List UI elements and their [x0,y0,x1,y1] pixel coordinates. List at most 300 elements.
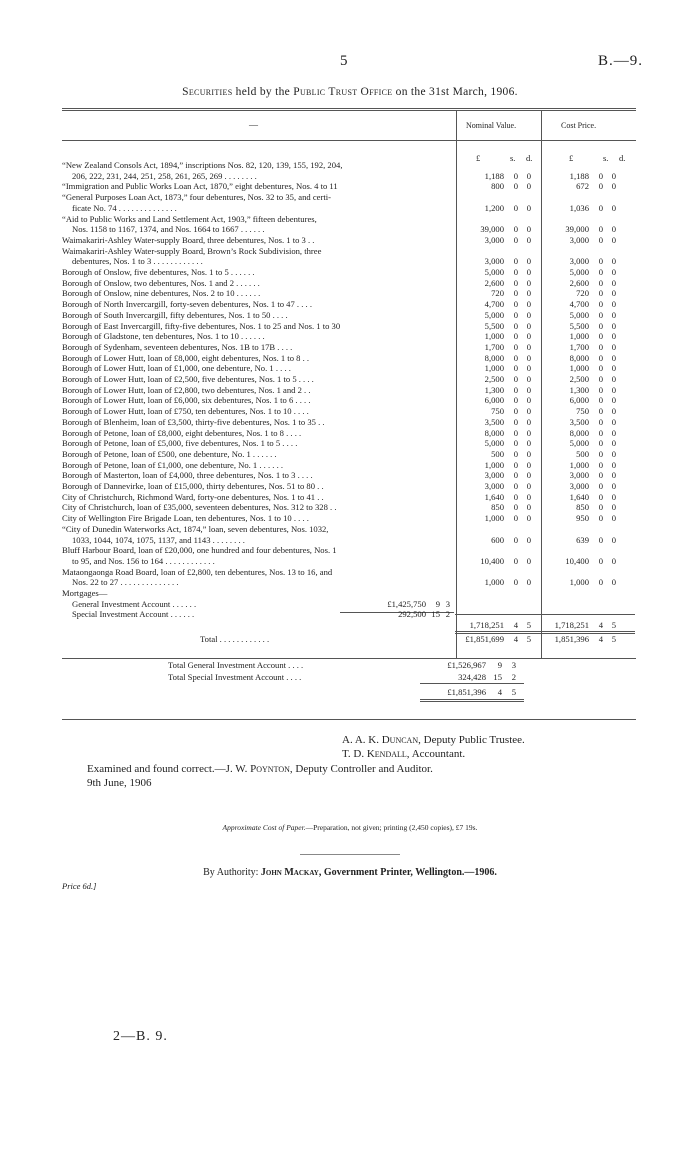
table-row [62,321,700,331]
cost-pence: 0 [611,577,616,588]
row-description: City of Christchurch, loan of £35,000, seventeen debentures, Nos. 312 to 328 . . [62,502,337,513]
nominal-shillings: 0 [513,363,518,374]
cost-shillings: 0 [598,416,603,427]
nominal-pence: 0 [526,384,531,395]
document-reference: B.—9. [597,53,643,69]
nominal-pence: 0 [526,374,531,384]
table-row [62,481,700,491]
cost-pence: 0 [611,170,616,181]
row-description: Borough of Lower Hutt, loan of £8,000, eight debentures, Nos. 1 to 8 . . [62,352,310,363]
nominal-pence: 0 [526,309,531,320]
row-description: Borough of Petone, loan of £5,000, five debentures, Nos. 1 to 5 . . . . [62,438,298,449]
table-row [62,524,700,534]
summary-total-rule [420,699,524,700]
nominal-shillings: 0 [513,406,518,417]
row-description: Special Investment Account . . . . . . [72,609,195,620]
accountant-name: T. D. Kendall, [342,748,410,760]
signature-accountant [342,748,465,760]
section-divider [62,719,636,720]
cost-shillings: 0 [598,481,603,491]
nominal-pence: 0 [526,181,531,192]
cost-pounds: 3,000 [569,234,589,245]
cost-shillings: 0 [598,470,603,481]
title-middle: held by the [235,86,291,98]
nominal-pence: 0 [526,438,531,449]
cost-shillings: 0 [598,224,603,235]
table-row [62,299,700,309]
row-description: Borough of North Invercargill, forty-seven debentures, Nos. 1 to 47 . . . . [62,299,312,310]
cost-shillings: 0 [598,502,603,513]
table-row [62,246,700,256]
cost-pounds: 1,300 [569,384,589,395]
mortgage-pounds: £1,425,750 [387,598,426,609]
nominal-pounds: 3,000 [484,256,504,267]
nominal-shillings: 0 [513,181,518,192]
nominal-pounds: 1,718,251 [469,620,504,631]
row-description: “General Purposes Loan Act, 1873,” four debentures, Nos. 32 to 35, and certi- [62,192,331,203]
row-description: “New Zealand Consols Act, 1894,” inscriptions Nos. 82, 120, 139, 155, 192, 204, [62,160,343,170]
cost-pounds: 1,000 [569,577,589,588]
cost-pence: 0 [611,416,616,427]
nominal-pence: 0 [526,416,531,427]
table-row [62,567,700,577]
nominal-pence: 0 [526,256,531,267]
nominal-pounds: 5,000 [484,438,504,449]
nominal-pounds: 500 [491,448,504,459]
title-suffix: on the 31st March, 1906. [395,86,518,98]
row-description: debentures, Nos. 1 to 3 . . . . . . . . . . . . [72,256,203,267]
nominal-shillings: 0 [513,395,518,406]
nominal-pence: 0 [526,427,531,438]
row-description: Borough of Lower Hutt, loan of £750, ten debentures, Nos. 1 to 10 . . . . [62,406,309,417]
nominal-shillings: 0 [513,277,518,288]
nominal-pence: 0 [526,534,531,545]
row-description: “Immigration and Public Works Loan Act, 1870,” eight debentures, Nos. 4 to 11 [62,181,338,192]
cost-pence: 0 [611,406,616,417]
nominal-pounds: 8,000 [484,427,504,438]
cost-pounds: 1,188 [569,170,589,181]
cost-pounds: 8,000 [569,427,589,438]
table-header-rule [62,140,636,141]
mortgage-pence: 3 [445,598,450,609]
cost-shillings: 0 [598,202,603,213]
nominal-pounds: 1,300 [484,384,504,395]
cost-pence: 0 [611,352,616,363]
summary-shillings: 4 [497,687,502,697]
row-description: Borough of Blenheim, loan of £3,500, thirty-five debentures, Nos. 1 to 35 . . [62,416,325,427]
table-row [62,203,700,213]
row-description: Mortgages— [62,588,108,598]
cost-pounds: 850 [576,502,589,513]
row-description: Borough of Onslow, nine debentures, Nos. 2 to 10 . . . . . . [62,288,261,299]
nominal-pounds: 6,000 [484,395,504,406]
cost-shillings: 0 [598,267,603,277]
row-description: Borough of Petone, loan of £1,000, one debenture, No. 1 . . . . . . [62,459,284,470]
nominal-shillings: 0 [513,513,518,524]
accountant-role: Accountant. [411,748,466,760]
cost-pounds: 3,500 [569,416,589,427]
nominal-pounds: 1,000 [484,513,504,524]
nominal-pounds: 850 [491,502,504,513]
authority-prefix: By Authority: [203,867,259,878]
cost-shillings: 0 [598,384,603,395]
nominal-shillings: 0 [513,256,518,267]
nominal-shillings: 0 [513,502,518,513]
cost-shillings: 0 [598,181,603,192]
cost-shillings: 0 [598,288,603,299]
cost-pence: 0 [611,181,616,192]
summary-rule [420,683,524,684]
table-row [62,256,700,266]
table-bottom-rule [62,658,636,659]
summary-shillings: 9 [497,660,502,670]
nominal-shillings: 0 [513,470,518,481]
nominal-shillings: 0 [513,288,518,299]
table-row [62,342,700,352]
title-office: Public Trust Office [293,86,393,98]
description-column-header: — [249,120,258,130]
cost-shillings: 0 [598,309,603,320]
nominal-shillings: 0 [513,374,518,384]
row-description: ficate No. 74 . . . . . . . . . . . . . . [72,202,177,213]
total-nominal-pounds: £1,851,699 [465,634,504,644]
row-description: Borough of South Invercargill, fifty debentures, Nos. 1 to 50 . . . . [62,309,288,320]
summary-total-rule-double [420,701,524,702]
table-row [62,278,700,288]
nominal-shillings: 0 [513,170,518,181]
nominal-shillings: 0 [513,427,518,438]
cost-pounds: 5,000 [569,267,589,277]
nominal-shillings: 0 [513,438,518,449]
table-row [62,267,700,277]
cost-shillings: 0 [598,534,603,545]
mortgage-shillings: 15 [431,609,440,620]
row-description: 1033, 1044, 1074, 1075, 1137, and 1143 . . . . . . . . [72,534,245,545]
nominal-pounds: 1,000 [484,577,504,588]
cost-shillings: 0 [598,555,603,566]
cost-pence: 0 [611,234,616,245]
unit-pounds-cost: £ [569,153,574,163]
table-row [62,599,700,609]
summary-pounds: £1,851,396 [447,687,486,697]
cost-pence: 0 [611,256,616,267]
cost-shillings: 0 [598,577,603,588]
cost-pounds: 1,036 [569,202,589,213]
cost-pounds: 1,718,251 [554,620,589,631]
nominal-pence: 0 [526,481,531,491]
row-description: Borough of Petone, loan of £500, one debenture, No. 1 . . . . . . [62,448,277,459]
signature-trustee [342,734,525,746]
nominal-pounds: 1,200 [484,202,504,213]
table-row [62,363,700,373]
table-row [62,449,700,459]
cost-pounds: 1,000 [569,331,589,342]
table-row [62,513,700,523]
cost-pounds: 1,640 [569,491,589,502]
table-row [62,395,700,405]
nominal-pence: 0 [526,395,531,406]
cost-pence: 0 [611,224,616,235]
table-row [62,192,700,202]
summary-pence: 2 [511,672,516,682]
cost-pence: 0 [611,395,616,406]
cost-shillings: 0 [598,234,603,245]
page-number: 5 [340,53,348,69]
nominal-pence: 0 [526,267,531,277]
nominal-pounds: 3,000 [484,234,504,245]
total-rule [455,631,635,632]
nominal-pence: 0 [526,224,531,235]
nominal-shillings: 0 [513,202,518,213]
table-row [62,417,700,427]
table-row [62,171,700,181]
nominal-pence: 0 [526,513,531,524]
cost-shillings: 0 [598,395,603,406]
table-row [62,492,700,502]
cost-shillings: 0 [598,459,603,470]
nominal-pounds: 2,500 [484,374,504,384]
summary-label: Total Special Investment Account . . . . [168,672,302,682]
price: Price 6d.] [62,881,97,891]
nominal-pence: 0 [526,491,531,502]
summary-label: Total General Investment Account . . . . [168,660,304,670]
nominal-pence: 0 [526,320,531,331]
row-description: Borough of Dannevirke, loan of £15,000, thirty debentures, Nos. 51 to 80 . . [62,481,324,491]
row-description: to 95, and Nos. 156 to 164 . . . . . . . . . . . . [72,555,215,566]
nominal-shillings: 0 [513,416,518,427]
cost-pounds: 10,400 [565,555,589,566]
total-label: Total . . . . . . . . . . . . [200,634,270,644]
nominal-shillings: 0 [513,459,518,470]
nominal-shillings: 0 [513,234,518,245]
summary-row [168,672,528,682]
row-description: Borough of Lower Hutt, loan of £1,000, one debenture, No. 1 . . . . [62,363,291,374]
row-description: “Aid to Public Works and Land Settlement Act, 1903,” fifteen debentures, [62,213,317,224]
nominal-pounds: 2,600 [484,277,504,288]
nominal-shillings: 0 [513,224,518,235]
cost-shillings: 0 [598,438,603,449]
row-description: Borough of Onslow, five debentures, Nos. 1 to 5 . . . . . . [62,267,255,277]
cost-shillings: 0 [598,406,603,417]
row-description: Mataongaonga Road Board, loan of £2,800, ten debentures, Nos. 13 to 16, and [62,566,333,577]
examiner-name: J. W. Poynton, [225,763,293,775]
cost-shillings: 0 [598,256,603,267]
nominal-pounds: 5,500 [484,320,504,331]
cost-pence: 0 [611,448,616,459]
table-row [62,181,700,191]
summary-row [168,660,528,670]
table-row [62,385,700,395]
cost-shillings: 4 [598,620,603,631]
row-description: Borough of Lower Hutt, loan of £2,500, five debentures, Nos. 1 to 5 . . . . [62,374,314,384]
nominal-pence: 0 [526,459,531,470]
unit-pence-cost: d. [619,153,626,163]
nominal-pence: 0 [526,448,531,459]
cost-pence: 0 [611,288,616,299]
nominal-pence: 0 [526,406,531,417]
cost-pence: 0 [611,331,616,342]
mortgage-shillings: 9 [435,598,440,609]
cost-shillings: 0 [598,513,603,524]
examined-statement [87,763,433,775]
table-row [62,235,700,245]
table-row [62,577,700,587]
row-description: Borough of Gladstone, ten debentures, Nos. 1 to 10 . . . . . . [62,331,265,342]
nominal-shillings: 4 [513,620,518,631]
cost-pounds: 1,000 [569,363,589,374]
nominal-pence: 0 [526,234,531,245]
cost-pence: 0 [611,470,616,481]
cost-shillings: 0 [598,320,603,331]
nominal-pounds: 750 [491,406,504,417]
nominal-shillings: 0 [513,555,518,566]
examined-prefix: Examined and found correct.— [87,763,226,775]
table-row [62,588,700,598]
cost-pounds: 2,600 [569,277,589,288]
cost-pence: 0 [611,438,616,449]
row-description: Borough of Sydenham, seventeen debentures, Nos. 1B to 17B . . . . [62,341,293,352]
table-row [62,460,700,470]
summary-pounds: 324,428 [458,672,486,682]
nominal-pounds: 600 [491,534,504,545]
total-row [62,634,700,644]
nominal-shillings: 0 [513,534,518,545]
cost-pounds: 639 [576,534,589,545]
cost-pence: 0 [611,384,616,395]
row-description: Nos. 1158 to 1167, 1374, and Nos. 1664 to 1667 . . . . . . [72,224,265,235]
nominal-pounds: 1,640 [484,491,504,502]
total-cost-pence: 5 [611,634,616,644]
cost-pounds: 6,000 [569,395,589,406]
nominal-pence: 0 [526,577,531,588]
unit-pence-nominal: d. [526,153,533,163]
nominal-pence: 0 [526,288,531,299]
total-nominal-shillings: 4 [513,634,518,644]
cost-pounds: 500 [576,448,589,459]
signature-mark: 2—B. 9. [113,1029,168,1044]
table-row [62,556,700,566]
nominal-pounds: 8,000 [484,352,504,363]
cost-pence: 0 [611,491,616,502]
cost-shillings: 0 [598,363,603,374]
table-row [62,620,700,630]
nominal-pounds: 1,188 [484,170,504,181]
nominal-pounds: 3,000 [484,481,504,491]
nominal-pence: 0 [526,341,531,352]
mortgage-pence: 2 [445,609,450,620]
nominal-pence: 0 [526,502,531,513]
cost-shillings: 0 [598,427,603,438]
nominal-pounds: 10,400 [480,555,504,566]
total-cost-shillings: 4 [598,634,603,644]
cost-pence: 0 [611,299,616,310]
cost-pounds: 5,000 [569,438,589,449]
cost-pounds: 4,700 [569,299,589,310]
row-description: City of Wellington Fire Brigade Loan, ten debentures, Nos. 1 to 10 . . . . [62,513,309,524]
cost-pounds: 5,000 [569,309,589,320]
page-title [0,86,700,98]
nominal-shillings: 0 [513,481,518,491]
table-row [62,609,700,619]
nominal-pence: 0 [526,555,531,566]
cost-pence: 0 [611,427,616,438]
summary-pence: 3 [511,660,516,670]
row-description: Borough of Onslow, two debentures, Nos. 1 and 2 . . . . . . [62,277,260,288]
nominal-pounds: 1,000 [484,363,504,374]
table-row [62,502,700,512]
cost-pounds: 2,500 [569,374,589,384]
table-row [62,310,700,320]
printer-name: John Mackay, [260,867,322,878]
table-row [62,288,700,298]
nominal-shillings: 0 [513,331,518,342]
row-description: City of Christchurch, Richmond Ward, forty-one debentures, Nos. 1 to 41 . . [62,491,324,502]
cost-shillings: 0 [598,170,603,181]
nominal-pence: 0 [526,170,531,181]
cost-pence: 0 [611,374,616,384]
trustee-role: Deputy Public Trustee. [423,734,525,746]
nominal-shillings: 0 [513,577,518,588]
cost-pounds: 1,000 [569,459,589,470]
authority-suffix: Government Printer, Wellington.—1906. [323,867,497,878]
table-row [62,224,700,234]
cost-pence: 0 [611,534,616,545]
nominal-pounds: 720 [491,288,504,299]
cost-shillings: 0 [598,331,603,342]
nominal-pence: 0 [526,277,531,288]
row-description: “City of Dunedin Waterworks Act, 1874,” loan, seven debentures, Nos. 1032, [62,523,329,534]
nominal-pence: 0 [526,202,531,213]
cost-pounds: 39,000 [565,224,589,235]
cost-pence: 0 [611,502,616,513]
cost-pounds: 3,000 [569,256,589,267]
cost-pence: 0 [611,341,616,352]
row-description: 206, 222, 231, 244, 251, 258, 261, 265, 269 . . . . . . . . [72,170,257,181]
cost-pence: 0 [611,202,616,213]
unit-shillings-cost: s. [603,153,609,163]
authority-rule [300,854,400,855]
cost-pounds: 950 [576,513,589,524]
cost-shillings: 0 [598,277,603,288]
cost-pence: 0 [611,277,616,288]
table-row [62,438,700,448]
unit-shillings-nominal: s. [510,153,516,163]
cost-pounds: 1,700 [569,341,589,352]
table-top-rule-double [62,110,636,111]
examiner-role: Deputy Controller and Auditor. [295,763,433,775]
cost-pounds: 3,000 [569,470,589,481]
row-description: Borough of Lower Hutt, loan of £2,800, two debentures, Nos. 1 and 2 . . [62,384,311,395]
summary-pounds: £1,526,967 [447,660,486,670]
nominal-pounds: 800 [491,181,504,192]
cost-pence: 0 [611,320,616,331]
table-row [62,374,700,384]
total-nominal-pence: 5 [526,634,531,644]
nominal-shillings: 0 [513,299,518,310]
cost-note [0,823,700,832]
table-row [62,428,700,438]
row-description: Bluff Harbour Board, loan of £20,000, one hundred and four debentures, Nos. 1 [62,545,337,556]
table-row [62,470,700,480]
nominal-shillings: 0 [513,309,518,320]
nominal-pounds: 1,000 [484,459,504,470]
cost-pounds: 672 [576,181,589,192]
row-description: Borough of Lower Hutt, loan of £6,000, six debentures, Nos. 1 to 6 . . . . [62,395,311,406]
table-row [62,214,700,224]
cost-pence: 0 [611,459,616,470]
summary-row [168,687,528,697]
nominal-pence: 0 [526,331,531,342]
